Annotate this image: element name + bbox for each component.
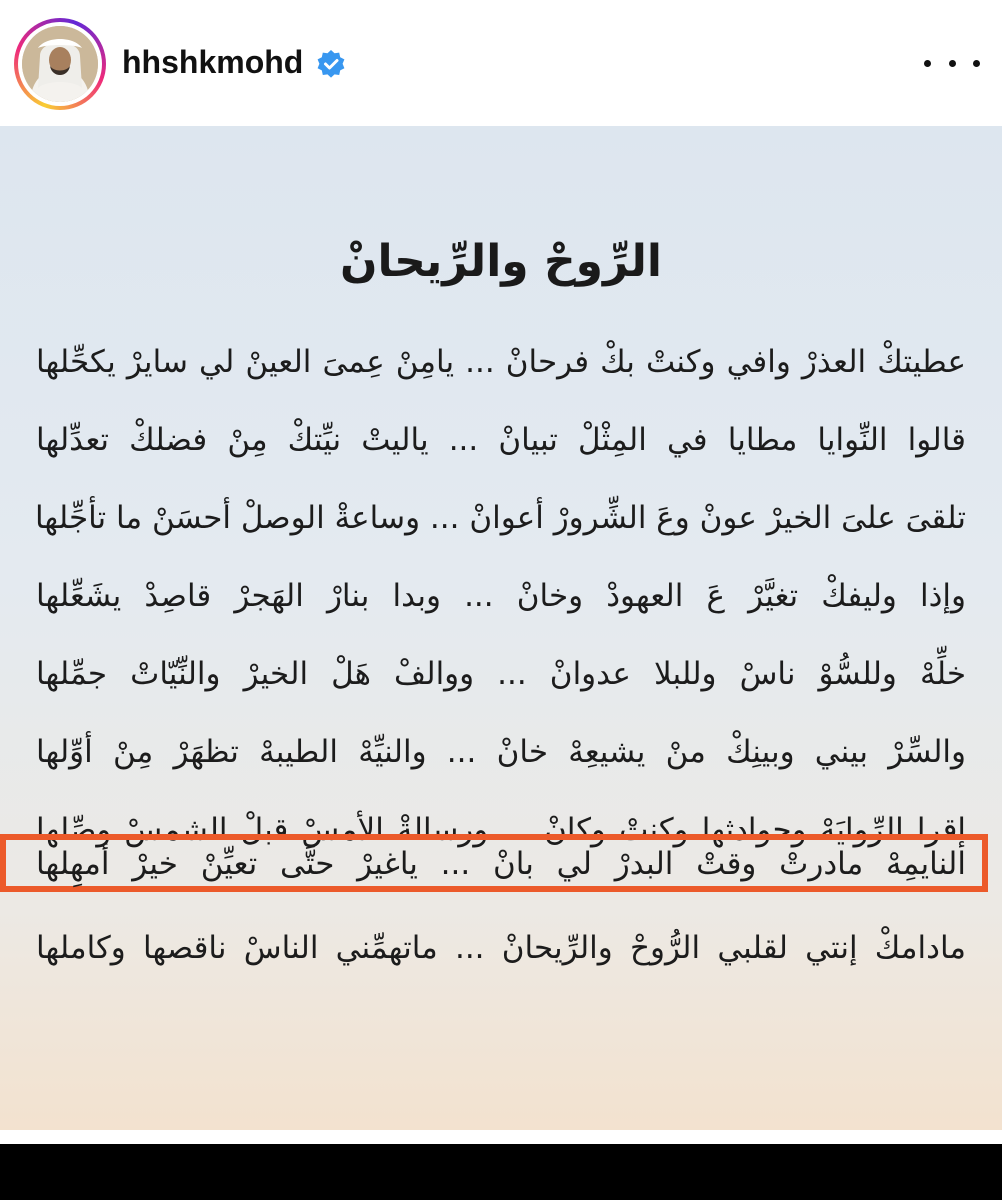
poem-verse-3: تلقىَ علىَ الخيرْ عونْ وعَ الشِّرورْ أعوانْ ... وساعةْ الوصلْ أحسَنْ ما تأجِّلها bbox=[34, 500, 966, 536]
poem-verse-4: وإذا وليفكْ تغيَّرْ عَ العهودْ وخانْ ... وبدا بنارْ الهَجرْ قاصِدْ يشَعِّلها bbox=[36, 578, 966, 614]
avatar-portrait-icon bbox=[22, 26, 98, 102]
story-ring[interactable] bbox=[14, 18, 106, 110]
avatar[interactable] bbox=[22, 26, 98, 102]
bottom-bar bbox=[0, 1144, 1002, 1200]
poem-verse-7: إقرا الرِّوايَهْ وحوادثها وكنتْ وكانْ ... ورسالةْ الأمسْ قبلْ الشمسْ وصِّلها bbox=[36, 812, 966, 848]
poem-verse-5: خلِّهْ وللسُّوْ ناسْ وللبلا عدوانْ ... ووالفْ هَلْ الخيرْ والنِّيّاتْ جمِّلها bbox=[36, 656, 966, 692]
poem-title: الرِّوحْ والرِّيحانْ bbox=[340, 236, 662, 287]
more-dot-icon bbox=[973, 60, 980, 67]
more-dot-icon bbox=[924, 60, 931, 67]
more-dot-icon bbox=[949, 60, 956, 67]
poem-verse-9: مادامكْ إنتي لقلبي الرُّوحْ والرِّيحانْ ... ماتهمِّني الناسْ ناقصها وكاملها bbox=[36, 930, 966, 966]
poem-verse-2: قالوا النِّوايا مطايا في المِثْلْ تبيانْ ... ياليتْ نيِّتكْ مِنْ فضلكْ تعدِّلها bbox=[36, 422, 966, 458]
verified-badge-icon bbox=[316, 49, 346, 79]
post-image[interactable] bbox=[0, 126, 1002, 1130]
more-options-button[interactable] bbox=[924, 48, 980, 78]
poem-verse-1: عطيتكْ العذرْ وافي وكنتْ بكْ فرحانْ ... يامِنْ عِمىَ العينْ لي سايرْ يكحِّلها bbox=[36, 344, 966, 380]
username[interactable]: hhshkmohd bbox=[122, 44, 304, 80]
post-header bbox=[0, 0, 1002, 126]
poem-verse-6: والسِّرْ بيني وبينِكْ منْ يشيعِهْ خانْ ... والنيِّهْ الطيبهْ تظهَرْ مِنْ أوِّلها bbox=[36, 734, 966, 770]
poem-verse-8-highlighted: النايمِهْ مادرتْ وقتْ البدرْ لي بانْ ... ياغيرْ حتَّى تعيِّنْ خيرْ أمهِلها bbox=[36, 846, 966, 882]
